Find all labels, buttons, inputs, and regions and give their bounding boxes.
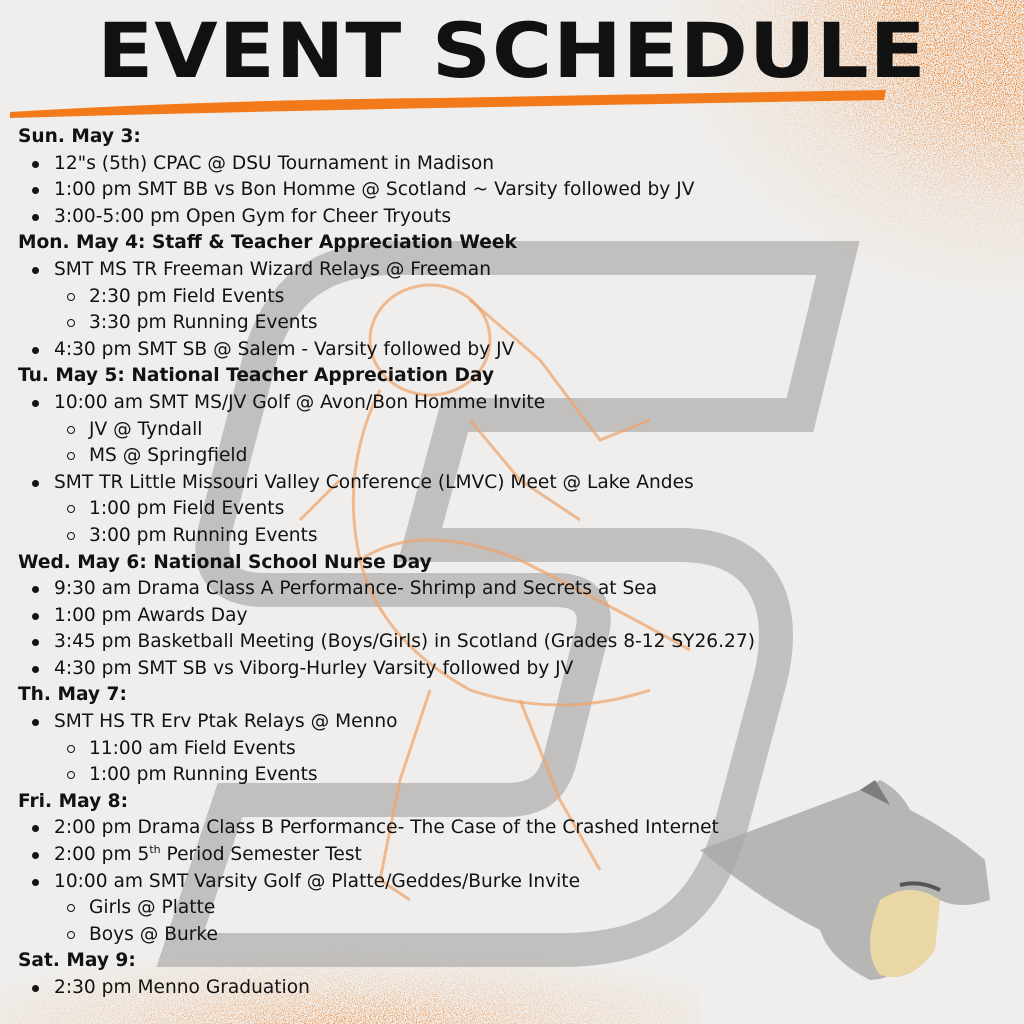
day-heading: Th. May 7:	[18, 684, 127, 706]
event-item: 3:45 pm Basketball Meeting (Boys/Girls) in Scotland (Grades 8-12 SY26.27)	[18, 629, 1008, 656]
event-item: 4:30 pm SMT SB @ Salem - Varsity followed by JV	[18, 337, 1008, 364]
event-sub-item: 2:30 pm Field Events	[18, 284, 1008, 311]
event-item: 10:00 am SMT MS/JV Golf @ Avon/Bon Homme Invite	[18, 390, 1008, 417]
event-sub-item: Girls @ Platte	[18, 895, 1008, 922]
event-item-text: 2:00 pm 5	[54, 844, 150, 866]
event-item-text: Period Semester Test	[160, 844, 362, 866]
event-sub-item: 1:00 pm Running Events	[18, 762, 1008, 789]
event-item: 9:30 am Drama Class A Performance- Shrimp and Secrets at Sea	[18, 576, 1008, 603]
day-heading: Sun. May 3:	[18, 126, 141, 147]
event-item: 1:00 pm Awards Day	[18, 603, 1008, 630]
event-sub-item: 1:00 pm Field Events	[18, 496, 1008, 523]
ordinal-suffix: th	[149, 842, 161, 856]
event-sub-item: Boys @ Burke	[18, 922, 1008, 949]
event-item: 4:30 pm SMT SB vs Viborg-Hurley Varsity followed by JV	[18, 656, 1008, 683]
event-item: SMT TR Little Missouri Valley Conference (LMVC) Meet @ Lake Andes	[18, 470, 1008, 497]
event-item: 1:00 pm SMT BB vs Bon Homme @ Scotland ~ Varsity followed by JV	[18, 177, 1008, 204]
event-item	[18, 842, 1008, 869]
day-heading: Sat. May 9:	[18, 950, 136, 972]
event-item: 2:00 pm Drama Class B Performance- The Case of the Crashed Internet	[18, 815, 1008, 842]
day-heading: Tu. May 5: National Teacher Appreciation Day	[18, 365, 494, 387]
event-sub-item: 11:00 am Field Events	[18, 736, 1008, 763]
event-item: 12"s (5th) CPAC @ DSU Tournament in Madison	[18, 151, 1008, 178]
event-item: SMT MS TR Freeman Wizard Relays @ Freeman	[18, 257, 1008, 284]
event-sub-item: 3:30 pm Running Events	[18, 310, 1008, 337]
event-sub-item: 3:00 pm Running Events	[18, 523, 1008, 550]
event-item: 10:00 am SMT Varsity Golf @ Platte/Geddes/Burke Invite	[18, 869, 1008, 896]
event-item: SMT HS TR Erv Ptak Relays @ Menno	[18, 709, 1008, 736]
day-heading: Fri. May 8:	[18, 790, 129, 812]
event-item: 2:30 pm Menno Graduation	[18, 975, 1008, 1002]
page-title: EVENT SCHEDULE	[97, 7, 927, 96]
day-heading: Wed. May 6: National School Nurse Day	[18, 551, 432, 573]
event-schedule-list	[18, 124, 1008, 1002]
event-sub-item: MS @ Springfield	[18, 443, 1008, 470]
day-heading: Mon. May 4: Staff & Teacher Appreciation Week	[18, 232, 517, 254]
event-sub-item: JV @ Tyndall	[18, 417, 1008, 444]
event-item: 3:00-5:00 pm Open Gym for Cheer Tryouts	[18, 204, 1008, 231]
